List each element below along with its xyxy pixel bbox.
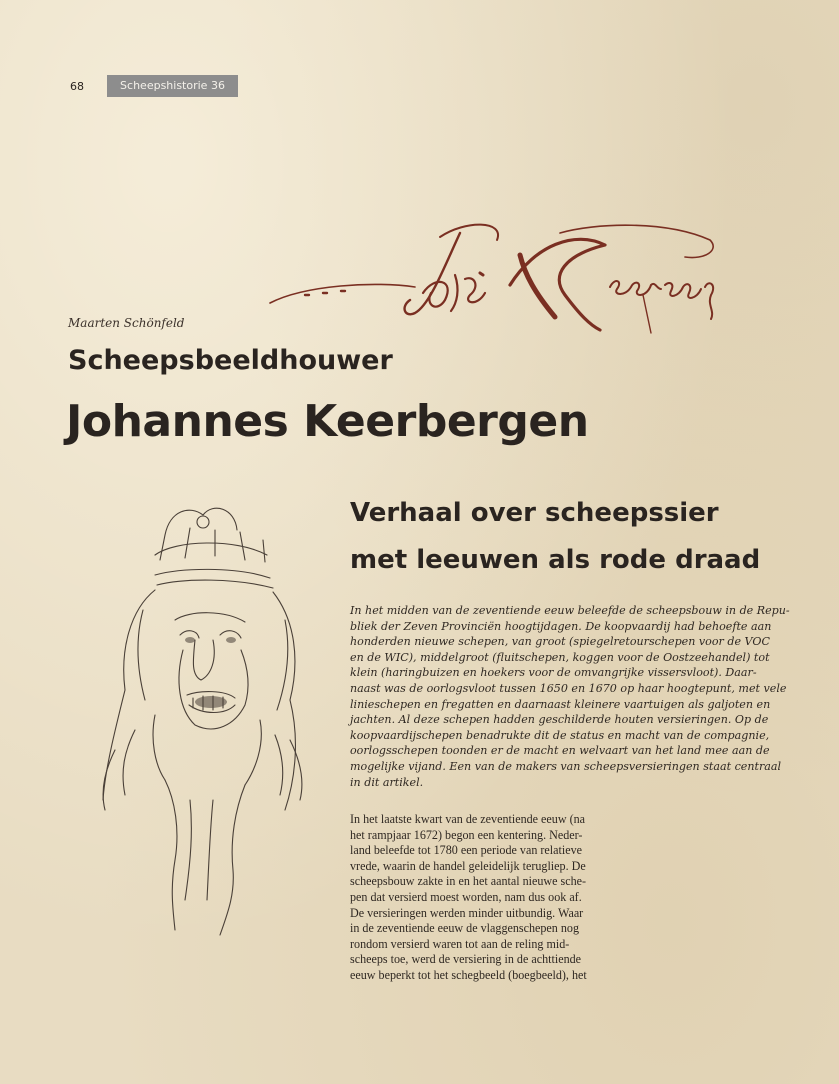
intro-line: honderden nieuwe schepen, van groot (spiegelretourschepen voor de VOC — [350, 635, 770, 649]
lede-line: Verhaal over scheepssier — [350, 498, 719, 528]
intro-line: koopvaardijschepen benadrukte dit de status en macht van de compagnie, — [350, 728, 770, 742]
intro-paragraph — [350, 603, 790, 790]
intro-line: jachten. Al deze schepen hadden geschilderde houten versieringen. Op de — [350, 713, 769, 727]
body-line: De versieringen werden minder uitbundig. Waar — [350, 905, 584, 920]
intro-line: linieschepen en fregatten en daarnaast kleinere vaartuigen als galjoten en — [350, 697, 771, 711]
author-name: Maarten Schönfeld — [68, 316, 185, 330]
intro-line: bliek der Zeven Provinciën hoogtijdagen. De koopvaardij had behoefte aan — [350, 619, 772, 633]
intro-line: In het midden van de zeventiende eeuw beleefde de scheepsbouw in de Repu- — [350, 604, 790, 617]
article-subtitle: Scheepsbeeldhouwer — [68, 345, 393, 376]
body-line: scheepsbouw zakte in en het aantal nieuwe sche- — [350, 874, 587, 889]
body-line: In het laatste kwart van de zeventiende eeuw (na — [350, 812, 586, 826]
intro-line: in dit artikel. — [350, 775, 424, 789]
signature-image — [265, 215, 735, 345]
body-line: eeuw beperkt tot het schegbeeld (boegbeeld), het — [350, 967, 587, 982]
intro-line: mogelijke vijand. Een van de makers van scheepsversieringen staat centraal — [350, 759, 782, 773]
lede-heading — [350, 490, 770, 584]
body-paragraph — [350, 812, 618, 984]
body-line: rondom versierd waren tot aan de reling mid- — [350, 936, 570, 951]
body-line: in de zeventiende eeuw de vlaggenschepen nog — [350, 921, 580, 936]
lion-figurehead-sketch — [95, 500, 310, 940]
intro-line: oorlogsschepen toonden er de macht en welvaart van het land mee aan de — [350, 744, 770, 758]
section-tab: Scheepshistorie 36 — [107, 75, 238, 97]
body-line: vrede, waarin de handel geleidelijk terugliep. De — [350, 858, 586, 873]
intro-line: naast was de oorlogsvloot tussen 1650 en 1670 op haar hoogtepunt, met vele — [350, 681, 787, 695]
body-line: het rampjaar 1672) begon een kentering. Neder- — [350, 827, 583, 842]
intro-line: en de WIC), middelgroot (fluitschepen, koggen voor de Oostzeehandel) tot — [350, 650, 770, 664]
body-line: pen dat versierd moest worden, nam dus ook af. — [350, 889, 582, 904]
intro-line: klein (haringbuizen en hoekers voor de omvangrijke vissersvloot). Daar- — [350, 666, 757, 680]
body-line: scheeps toe, werd de versiering in de achttiende — [350, 952, 582, 967]
lede-line: met leeuwen als rode draad — [350, 545, 761, 575]
body-line: land beleefde tot 1780 een periode van relatieve — [350, 843, 583, 858]
article-title: Johannes Keerbergen — [66, 396, 589, 447]
page-number: 68 — [70, 80, 84, 93]
